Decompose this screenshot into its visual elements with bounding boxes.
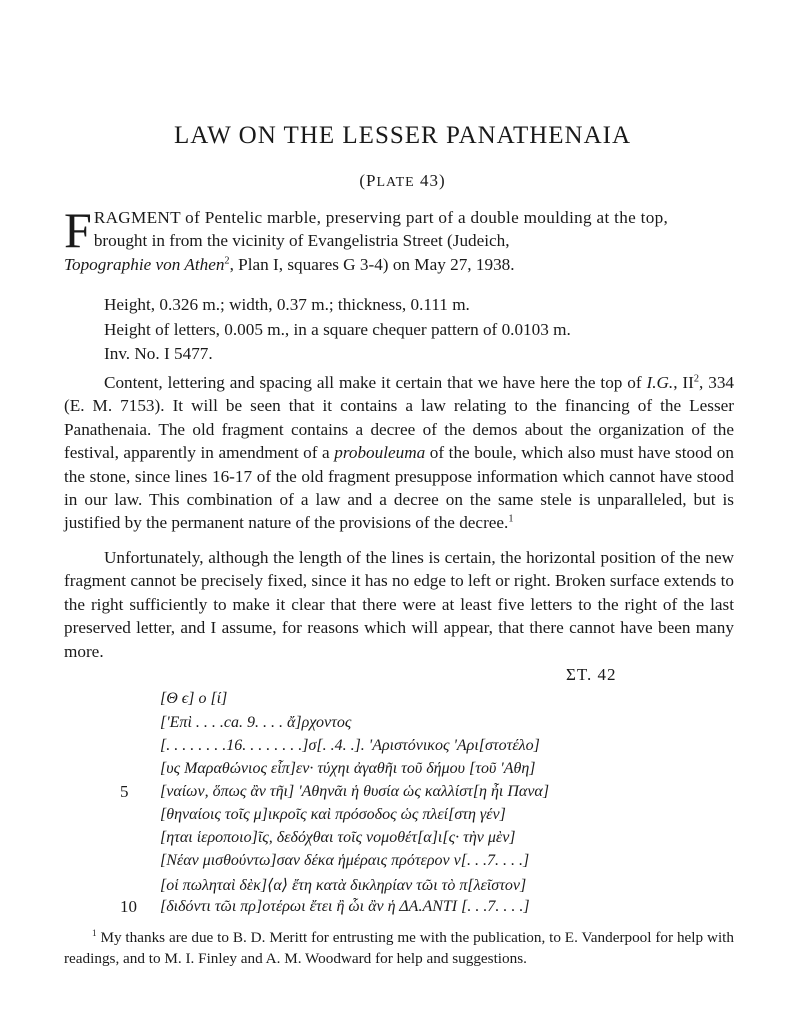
plate-num: 43) [414,171,446,190]
spec-dimensions: Height, 0.326 m.; width, 0.37 m.; thickness, 0.111 m. [104,295,470,314]
inscription-line: [υς Μαραθώνιος εἶπ]εν· τύχηι ἀγαθῆι τοῦ δήμου [τοῦ 'Αθη] [160,760,536,777]
line-number: 5 [120,782,129,801]
inscription-line: [διδόντι τῶι πρ]οτέρωι ἔτει ἢ ὧι ἂν ἡ ΔΑ.ΑΝΤΙ [. . .7. . . .] [160,898,530,915]
plate-rest: LATE [376,175,415,190]
inscription-line: [. . . . . . . .16. . . . . . . .]σ[. .4. .]. 'Αριστόνικος 'Αρι[στοτέλο] [160,737,540,754]
spec-inventory: Inv. No. I 5477. [104,344,213,363]
inscription-line: [θηναίοις τοῖς μ]ικροῖς καὶ πρόσοδος ὡς πλεί[στη γέν] [160,806,506,823]
plate-reference [0,171,805,191]
intro-line-2-text: brought in from the vicinity of Evangelistria Street (Judeich, [93,231,510,251]
inscription-line: [ηται ἱεροποιο]ῖς, δεδόχθαι τοῖς νομοθέτ[α]ι[ς· τὴν μὲν] [160,829,516,846]
position-paragraph: Unfortunately, although the length of the lines is certain, the horizontal position of the new fragment cannot be precisely fixed, since it has no edge to left or right. Broken surface extends to the right sufficiently to make it clear that there were at least five letters to the right of the last preserved letter, and I assume, for reasons which will appear, that there cannot have been many more. [64,548,734,661]
page-title: LAW ON THE LESSER PANATHENAIA [173,122,632,149]
para2-b: , II [673,373,694,392]
intro-paragraph [64,202,734,276]
footnote-text: My thanks are due to B. D. Meritt for entrusting me with the publication, to E. Vanderpool for help with readings, and to M. I. Finley and A. M. Woodward for help and suggestions. [64,929,734,967]
inscription-line: [Θ ϵ] ο [ί] [160,690,228,707]
footnote-ref: 1 [508,513,514,525]
spec-letters: Height of letters, 0.005 m., in a square chequer pattern of 0.0103 m. [104,319,571,339]
ig-edition: 2 [693,373,700,385]
para2-c: , 334 (E. M. 7153). It will be seen that it contains a law relating to the financing of the Lesser Panathenaia. The old fragment contains a decree of the demos about the organization of the festival, apparently in amendment of a [64,373,735,463]
book-edition: 2 [224,255,230,267]
intro-line-1: RAGMENT of Pentelic marble, preserving part of a double moulding at the top, [93,208,669,227]
inscription-line: [οἱ πωληταὶ δὲκ]⟨α⟩ ἔτη κατὰ δικληρίαν τῶι τὸ π[λεῖστον] [160,877,527,894]
content-paragraph [64,371,734,535]
intro-line-2 [64,229,734,252]
book-title: Topographie von Athen [64,254,225,274]
footnote-marker: 1 [92,927,97,938]
footnote [64,928,734,969]
para2-d: of the boule, which also must have stood on the stone, since lines 16-17 of the old fragment presuppose information which cannot have stood in our law. This combination of a law and a decree on the same stele is unparalleled, but is justified by the permanent nature of the provisions of the decree. [64,443,734,533]
intro-book [64,255,515,274]
drop-cap: F [64,202,92,258]
ig-ref: I.G. [646,373,674,392]
probouleuma-term: probouleuma [334,443,426,463]
inscription-line: ['Επὶ . . . .ca. 9. . . . ἄ]ρχοντος [160,714,352,731]
stoichedon-label: ΣΤ. 42 [566,665,617,684]
para2-a: Content, lettering and spacing all make it certain that we have here the top of [104,373,647,392]
inscription-line: [Νέαν μισθούντω]σαν δέκα ἡμέραις πρότερον ν[. . .7. . . .] [160,852,530,869]
line-number: 10 [120,897,137,916]
inscription-line: [ναίων, ὅπως ἂν τῆι] 'Αθηνᾶι ἡ θυσία ὡς καλλίστ[η ἦι Πανα] [160,783,550,800]
plate-open: (P [359,171,377,190]
intro-after: , Plan I, squares G 3-4) on May 27, 1938. [229,254,515,274]
specifications [104,293,571,367]
